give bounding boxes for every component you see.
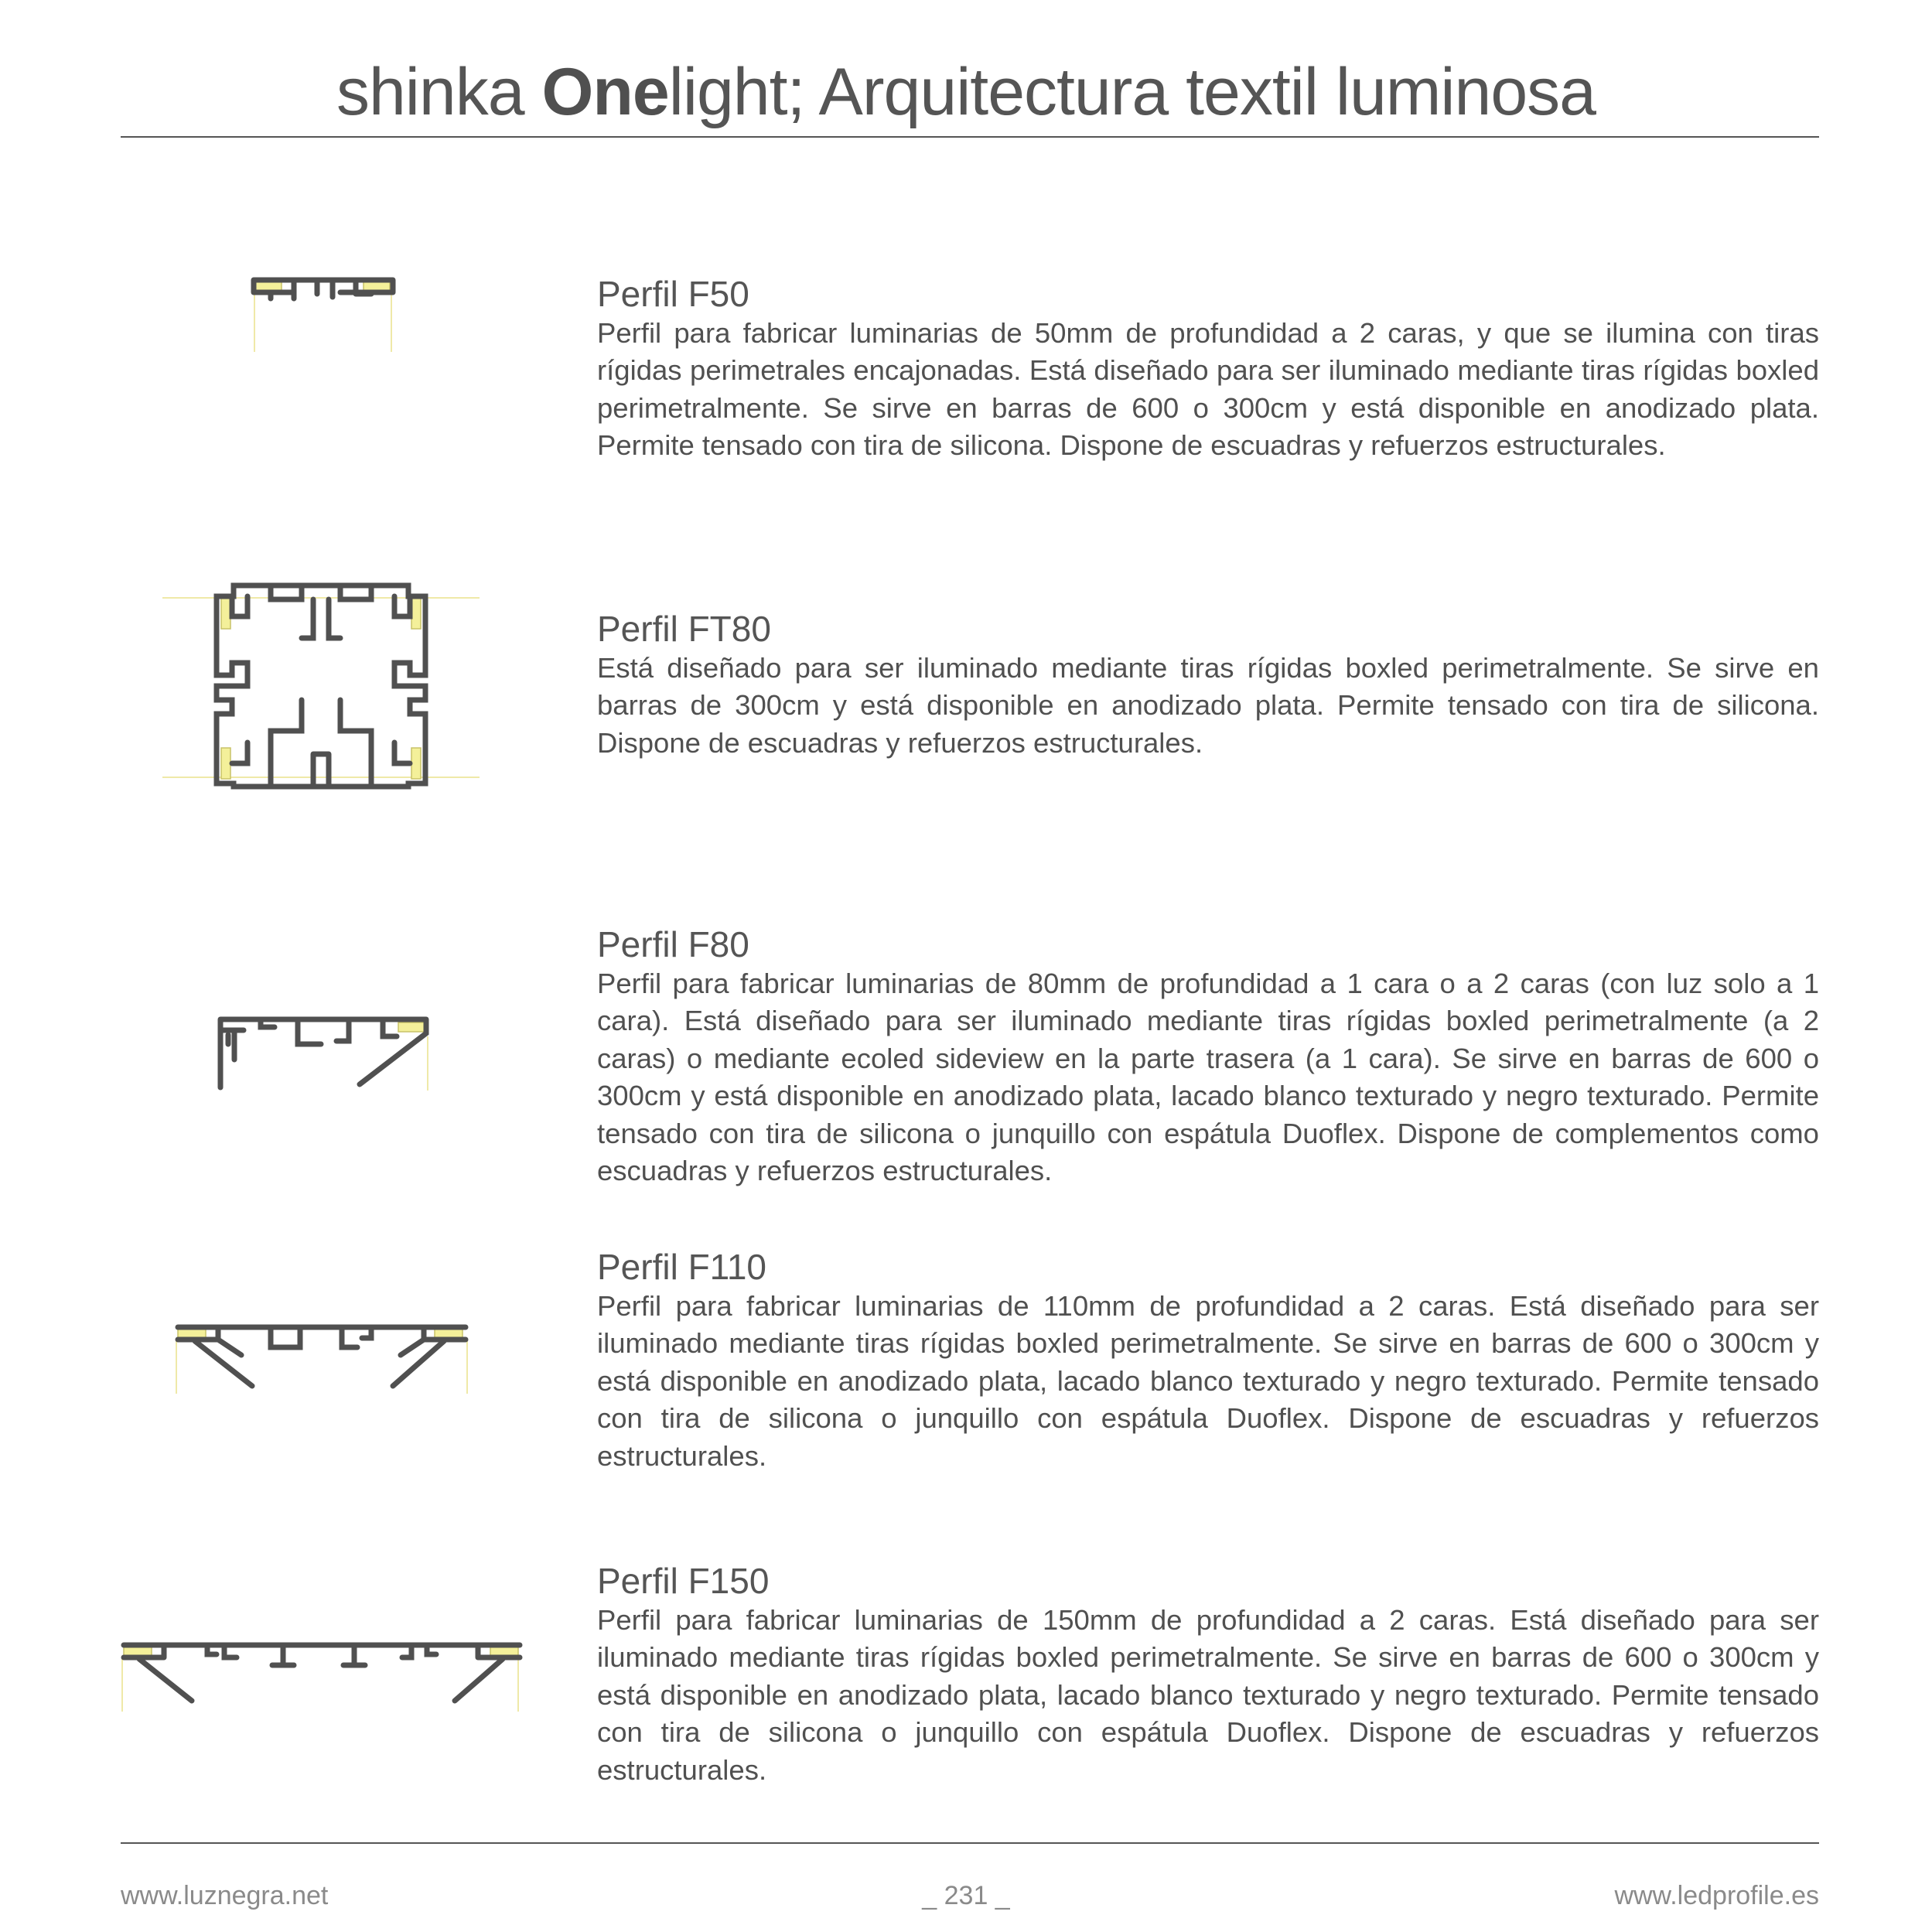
profile-title: Perfil F110	[597, 1247, 767, 1287]
profile-ft80-drawing	[162, 576, 487, 797]
profile-title: Perfil F50	[597, 274, 749, 314]
footer-divider	[121, 1842, 1819, 1844]
profile-title: Perfil F80	[597, 924, 749, 964]
footer-left-link[interactable]: www.luznegra.net	[121, 1881, 329, 1910]
title-suffix: light; Arquitectura textil luminosa	[668, 55, 1596, 129]
profile-title: Perfil F150	[597, 1561, 770, 1601]
header-divider	[121, 136, 1819, 138]
led-strip	[221, 748, 230, 779]
profile-f80-drawing	[213, 1013, 437, 1098]
title-brand-bold: One	[541, 55, 669, 129]
led-strip	[411, 748, 421, 779]
led-strip	[364, 282, 390, 291]
profile-title: Perfil FT80	[597, 609, 771, 649]
page-title	[0, 56, 1932, 129]
led-strip	[411, 598, 421, 629]
profile-description: Perfil para fabricar luminarias de 50mm de profundidad a 2 caras, y que se ilumina con tiras rígidas perimetrales encajonadas. Está diseñado para ser iluminado mediante tiras rígidas boxled perimetralmente. Se sirve en barras de 600 o 300cm y está disponible en anodizado plata. Permite tensado con tira de silicona. Dispone de escuadras y refuerzos estructurales.	[597, 316, 1819, 462]
profile-f50-drawing	[247, 271, 402, 356]
profile-f150-drawing	[121, 1634, 523, 1719]
led-strip	[221, 598, 230, 629]
led-strip	[255, 282, 282, 291]
profile-description: Perfil para fabricar luminarias de 110mm de profundidad a 2 caras. Está diseñado para ser iluminado mediante tiras rígidas boxled perimetralmente. Se sirve en barras de 600 o 300cm y está disponible en anodizado plata, lacado blanco texturado y negro texturado. Permite tensado con tira de silicona o junquillo con espátula Duoflex. Dispone de escuadras y refuerzos estructurales.	[597, 1289, 1819, 1472]
title-prefix: shinka	[336, 55, 542, 129]
profile-description: Perfil para fabricar luminarias de 80mm de profundidad a 1 cara o a 2 caras (con luz solo a 1 cara). Está diseñado para ser iluminado mediante tiras rígidas boxled perimetralmente (a 2 caras) o mediante ecoled sideview en la parte trasera (a 1 cara). Se sirve en barras de 600 o 300cm y está disponible en anodizado plata, lacado blanco texturado y negro texturado. Permite tensado con tira de silicona o junquillo con espátula Duoflex. Dispone de complementos como escuadras y refuerzos estructurales.	[597, 967, 1819, 1187]
profile-description: Perfil para fabricar luminarias de 150mm de profundidad a 2 caras. Está diseñado para ser iluminado mediante tiras rígidas boxled perimetralmente. Se sirve en barras de 600 o 300cm y está disponible en anodizado plata, lacado blanco texturado y negro texturado. Permite tensado con tira de silicona o junquillo con espátula Duoflex. Dispone de escuadras y refuerzos estructurales.	[597, 1603, 1819, 1786]
led-strip	[398, 1022, 428, 1032]
footer-right-link[interactable]: www.ledprofile.es	[1614, 1881, 1819, 1910]
profile-f110-drawing	[172, 1316, 481, 1401]
page-number: _ 231 _	[922, 1881, 1010, 1910]
profile-description: Está diseñado para ser iluminado mediante tiras rígidas boxled perimetralmente. Se sirve en barras de 300cm y está disponible en anodizado plata. Permite tensado con tira de silicona. Dispone de escuadras y refuerzos estructurales.	[597, 651, 1819, 759]
